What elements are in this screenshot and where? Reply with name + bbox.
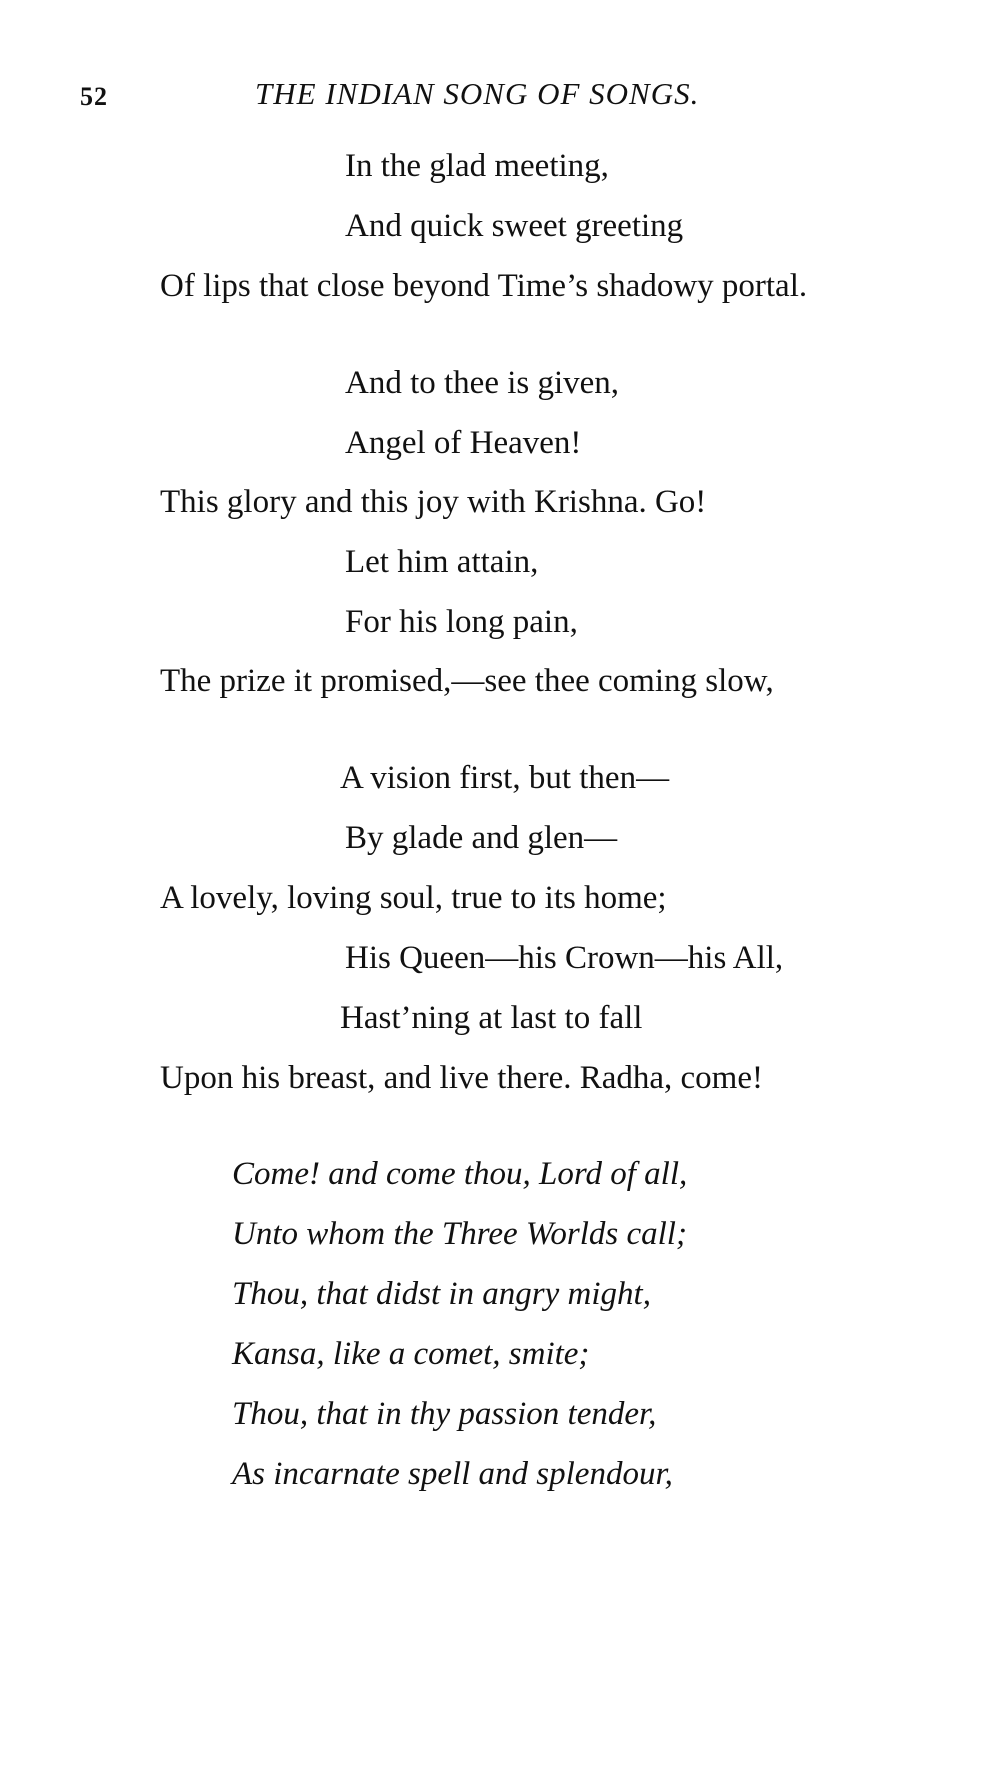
- verse-line-italic: Kansa, like a comet, smite;: [232, 1336, 590, 1372]
- verse-line: His Queen—his Crown—his All,: [345, 940, 784, 976]
- verse-line: Let him attain,: [345, 544, 539, 580]
- verse-line: Angel of Heaven!: [345, 425, 582, 461]
- verse-line-italic: Thou, that didst in angry might,: [232, 1276, 651, 1312]
- verse-line: And quick sweet greeting: [345, 208, 684, 244]
- verse-line-italic: Unto whom the Three Worlds call;: [232, 1216, 687, 1252]
- page-number: 52: [80, 82, 108, 111]
- verse-line-italic: Thou, that in thy passion tender,: [232, 1396, 657, 1432]
- verse-line: By glade and glen—: [345, 820, 618, 856]
- verse-line-italic: As incarnate spell and splendour,: [232, 1456, 673, 1492]
- running-head: THE INDIAN SONG OF SONGS.: [255, 76, 700, 111]
- verse-line: And to thee is given,: [345, 365, 620, 401]
- verse-line: This glory and this joy with Krishna. Go!: [160, 484, 707, 520]
- verse-line: Of lips that close beyond Time’s shadowy portal.: [160, 268, 808, 304]
- verse-line-italic: Come! and come thou, Lord of all,: [232, 1156, 688, 1192]
- verse-line: In the glad meeting,: [345, 148, 609, 184]
- verse-line: For his long pain,: [345, 604, 578, 640]
- verse-line: A vision first, but then—: [340, 760, 670, 796]
- verse-line: A lovely, loving soul, true to its home;: [160, 880, 667, 916]
- verse-line: Upon his breast, and live there. Radha, come!: [160, 1060, 763, 1096]
- verse-line: Hast’ning at last to fall: [340, 1000, 643, 1036]
- verse-line: The prize it promised,—see thee coming slow,: [160, 663, 774, 699]
